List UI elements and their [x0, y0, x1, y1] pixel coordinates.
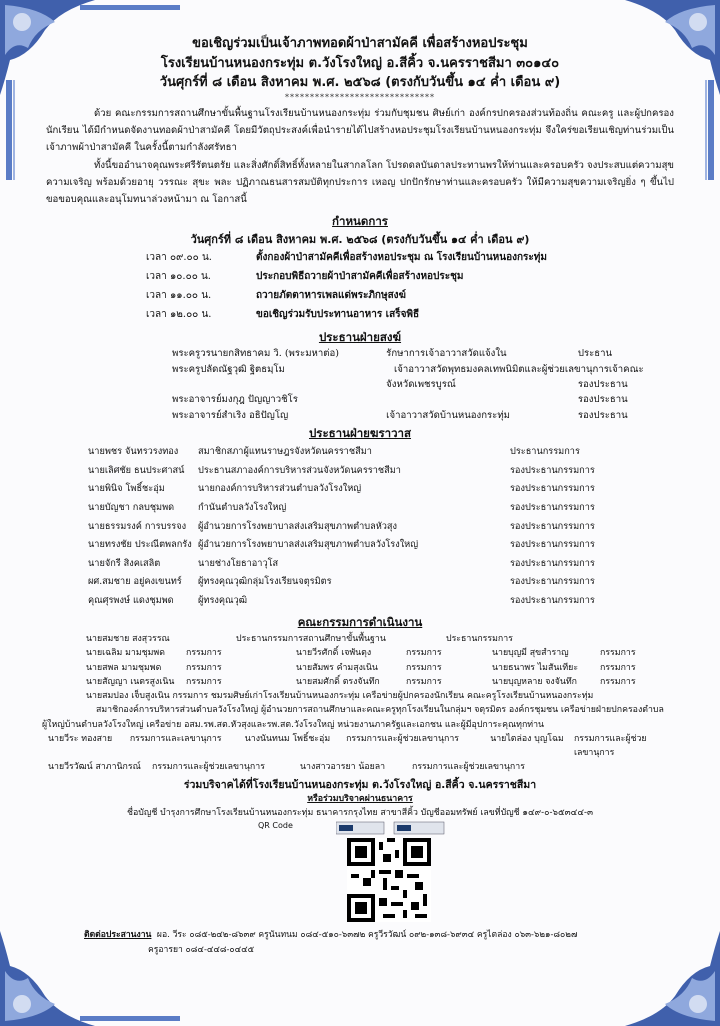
committee-role: กรรมการและผู้ช่วยเลขานุการ — [346, 733, 459, 744]
committee-name: นายเฉลิม มามชุมพด — [86, 648, 165, 659]
civil-name: นายทรงชัย ประณีตพลกรัง — [88, 539, 192, 551]
schedule-desc: ถวายภัตตาหารเพลแด่พระภิกษุสงฆ์ — [256, 290, 406, 302]
committee-name: นายสพล มามชุมพด — [86, 662, 162, 673]
civil-role: รองประธานกรรมการ — [510, 539, 595, 551]
committee-role: กรรมการและผู้ช่วยเลขานุการ — [573, 733, 647, 759]
civil-position: ประธานสภาองค์การบริหารส่วนจังหวัดนครราชสีมา — [198, 464, 401, 476]
monk-position: จังหวัดเพชรบูรณ์ — [386, 379, 456, 391]
schedule-time: เวลา ๑๒.๐๐ น. — [146, 309, 212, 321]
monk-name: พระอาจารย์มงกุฎ ปัญญาวชิโร — [172, 394, 298, 406]
schedule-desc: ประกอบพิธีถวายผ้าป่าสามัคคีเพื่อสร้างหอประชุม — [256, 271, 464, 283]
qr-label: QR Code — [258, 821, 293, 831]
title-line-2: โรงเรียนบ้านหนองกระทุ่ม ต.วังโรงใหญ่ อ.สีคิ้ว จ.นครราชสีมา ๓๐๑๔๐ — [160, 55, 560, 71]
civil-role: รองประธานกรรมการ — [510, 576, 595, 588]
monk-position — [386, 392, 558, 407]
committee-name: นายวีรศักดิ์ เจพันตุง — [296, 648, 372, 659]
committee-name: นายวีระ ทองสาย — [48, 733, 113, 744]
civil-name: นายพินิจ โพธิ์ชะอุ่ม — [88, 483, 165, 495]
donation-account: ชื่อบัญชี บำรุงการศึกษาโรงเรียนบ้านหนองกระทุ่ม ธนาคารกรุงไทย สาขาสีคิ้ว บัญชีออมทรัพย์ เลขที่บัญชี ๑๔๙-๐-๖๕๓๔๔-๓ — [127, 807, 593, 818]
civil-role: ประธานกรรมการ — [510, 446, 580, 458]
civil-row — [88, 517, 684, 536]
civil-position: สมาชิกสภาผู้แทนราษฎรจังหวัดนครราชสีมา — [198, 446, 372, 458]
civil-role: รองประธานกรรมการ — [510, 594, 595, 606]
committee-name: นายสมศักดิ์ ตรงจันทึก — [296, 676, 380, 687]
poster-content — [36, 34, 684, 957]
border-ornament-icon — [80, 1010, 180, 1024]
committee-name: นายบุญมี สุขสำราญ — [492, 648, 569, 659]
monk-row — [172, 408, 684, 423]
committee-role: ประธานกรรมการ — [446, 634, 513, 645]
committee-role: กรรมการ — [406, 648, 442, 659]
monk-position: รักษาการเจ้าอาวาสวัดแจ้งใน — [386, 348, 507, 360]
schedule-time: เวลา ๐๙.๐๐ น. — [146, 252, 212, 264]
committee-chair-row — [86, 632, 684, 646]
monk-role: ประธาน — [577, 348, 613, 360]
committee-role: กรรมการ — [600, 662, 636, 673]
contact-line-1 — [84, 928, 684, 943]
civil-row — [88, 480, 684, 499]
civil-position: นายช่างโยธาอาวุโส — [198, 557, 279, 569]
civil-role: รองประธานกรรมการ — [510, 520, 595, 532]
qr-section — [36, 820, 684, 928]
schedule-row — [146, 268, 684, 287]
civil-name: นายพชร จันทรวรงทอง — [88, 446, 179, 458]
committee-row — [86, 675, 684, 689]
schedule-date: วันศุกร์ที่ ๘ เดือน สิงหาคม พ.ศ. ๒๕๖๘ (ตรงกับวันขึ้น ๑๔ ค่ำ เดือน ๙) — [190, 232, 530, 246]
civil-list — [88, 443, 684, 610]
civil-name: ผศ.สมชาย อยู่คงเขนทร์ — [88, 576, 182, 588]
monk-name: พระอาจารย์สำเริง อธิปัญโญ — [172, 409, 289, 421]
civil-role: รองประธานกรรมการ — [510, 483, 595, 495]
intro-paragraph-2: ทั้งนี้ขออำนาจคุณพระศรีรัตนตรัย และสิ่งศักดิ์สิทธิ์ทั้งหลายในสากลโลก โปรดดลบันดาลประทานพรให้ท่านและครอบครัว จงประสบแต่ความสุขความเจริญ พร้อมด้วยอายุ วรรณะ สุขะ พละ ปฏิภาณธนสารสมบัติทุกประการ เหอญ ปกปักรักษาท่านและครอบครัว ให้มีความสุขความเจริญยิ่ง ๆ ขึ้นไป ขอขอบคุณและอนุโมทนาล่วงหน้ามา ณ โอกาสนี้ — [46, 160, 674, 205]
civil-name: นายบัญชา กลบชุมพด — [88, 501, 175, 513]
committee-extra-2: สมาชิกองค์การบริหารส่วนตำบลวังโรงใหญ่ ผู้อำนวยการสถานศึกษาและคณะครูทุกโรงเรียนในกลุ่มฯ จตุรมิตร องค์กรชุมชน เครือข่ายฝ่ายปกครองตำบล — [96, 705, 664, 716]
committee-role: กรรมการ — [600, 676, 636, 687]
civil-row — [88, 462, 684, 481]
donation-location: ร่วมบริจาคได้ที่โรงเรียนบ้านหนองกระทุ่ม ต.วังโรงใหญ่ อ.สีคิ้ว จ.นครราชสีมา — [183, 778, 537, 791]
committee-role: กรรมการ — [186, 676, 222, 687]
committee-role: กรรมการ — [186, 662, 222, 673]
schedule-row — [146, 249, 684, 268]
civil-name: นายจักรี สิงคเสลิต — [88, 557, 161, 569]
schedule-heading: กำหนดการ — [332, 213, 388, 228]
contact-line-2: ครูอารยา ๐๘๔-๔๔๘-๐๔๔๕ — [148, 944, 255, 955]
invitation-title — [36, 34, 684, 93]
committee-role: กรรมการและเลขานุการ — [129, 733, 222, 744]
committee-role: กรรมการ — [600, 648, 636, 659]
contact-label: ติดต่อประสานงาน — [84, 930, 152, 941]
civil-position: กำนันตำบลวังโรงใหญ่ — [198, 501, 287, 513]
committee-name: นางนันทนม โพธิ์ชะอุ่ม — [244, 733, 331, 744]
schedule-time: เวลา ๑๑.๐๐ น. — [146, 290, 212, 302]
border-ornament-icon — [702, 80, 718, 180]
committee-heading: คณะกรรมการดำเนินงาน — [297, 615, 423, 630]
committee-row — [86, 661, 684, 675]
monk-role: รองประธาน — [577, 394, 628, 406]
border-ornament-icon — [80, 2, 180, 16]
monk-role: รองประธาน — [577, 379, 628, 391]
civil-position: ผู้อำนวยการโรงพยาบาลส่งเสริมสุขภาพตำบลวังโรงใหญ่ — [198, 539, 419, 551]
civil-position: นายกองค์การบริหารส่วนตำบลวังโรงใหญ่ — [198, 483, 362, 495]
title-line-1: ขอเชิญร่วมเป็นเจ้าภาพทอดผ้าป่าสามัคคี เพื่อสร้างหอประชุม — [192, 36, 528, 51]
committee-role: กรรมการ — [406, 676, 442, 687]
committee-name: นายบุญหลาย จงจันทึก — [492, 676, 578, 687]
committee-list — [42, 632, 684, 775]
monk-role: รองประธาน — [577, 409, 628, 421]
monk-name — [172, 377, 386, 392]
monk-row — [172, 362, 684, 377]
committee-extra-1: นายสมปอง เจ็บสูงเนิน กรรมการ ชมรมศิษย์เก่าโรงเรียนบ้านหนองกระทุ่ม เครือข่ายผู้ปกครองนักเรียน คณะครูโรงเรียนบ้านหนองกระทุ่ม — [86, 691, 594, 702]
civil-role: รองประธานกรรมการ — [510, 501, 595, 513]
monks-list — [172, 346, 684, 423]
schedule-time: เวลา ๑๐.๐๐ น. — [146, 271, 211, 283]
civil-row — [88, 499, 684, 518]
schedule-desc: ขอเชิญร่วมรับประทานอาหาร เสร็จพิธี — [256, 309, 420, 321]
committee-role: กรรมการและผู้ช่วยเลขานุการ — [152, 762, 265, 773]
civil-name: นายเลิศชัย ธนประศาสน์ — [88, 464, 185, 476]
committee-name: นางสาวอารยา น้อยลา — [300, 762, 386, 773]
schedule-desc: ตั้งกองผ้าป่าสามัคคีเพื่อสร้างหอประชุม ณ โรงเรียนบ้านหนองกระทุ่ม — [256, 252, 547, 264]
civil-role: รองประธานกรรมการ — [510, 464, 595, 476]
qr-code-icon[interactable] — [347, 838, 431, 922]
committee-name: นายไตล่อง บุญโฉม — [490, 733, 564, 744]
intro-paragraph-1: ด้วย คณะกรรมการสถานศึกษาขั้นพื้นฐานโรงเรียนบ้านหนองกระทุ่ม ร่วมกับชุมชน ศิษย์เก่า องค์กรปกครองส่วนท้องถิ่น คณะครู และผู้ปกครองนักเรียน ได้มีกำหนดจัดงานทอดผ้าป่าสามัคคี โดยมีวัตถุประสงค์เพื่อนำรายได้ไปสร้างหอประชุมโรงเรียนบ้านหนองกระทุ่ม จึงใคร่ขอเรียนเชิญท่านร่วมเป็นเจ้าภาพผ้าป่าสามัคคี ในครั้งนี้ตามกำลังศรัทธา — [46, 108, 674, 153]
border-ornament-icon — [2, 80, 18, 180]
committee-name: นายสมชาย สงสุวรรณ — [86, 634, 170, 645]
committee-secretary-row — [48, 732, 684, 761]
monk-row — [172, 392, 684, 407]
committee-name: นายวีรวัฒน์ สาภานิกรณ์ — [48, 762, 141, 773]
committee-extra-3: ผู้ใหญ่บ้านตำบลวังโรงใหญ่ เครือข่าย อสม.รพ.สต.หัวสุงและรพ.สต.วังโรงใหญ่ หน่วยงานภาครัฐและเอกชน และผู้มีอุปการะคุณทุกท่าน — [42, 719, 545, 730]
committee-name: นายธนาพร ไมสันเทียะ — [492, 662, 579, 673]
schedule-row — [146, 306, 684, 325]
civil-name: คุณศุรพงษ์ แดงชุมพด — [88, 594, 174, 606]
committee-role: กรรมการ — [406, 662, 442, 673]
committee-name: นายสัญญา เนตรสูงเนิน — [86, 676, 175, 687]
civil-row — [88, 443, 684, 462]
title-line-3: วันศุกร์ที่ ๘ เดือน สิงหาคม พ.ศ. ๒๕๖๘ (ตรงกับวันขึ้น ๑๔ ค่ำ เดือน ๙) — [159, 75, 561, 90]
monk-position: เจ้าอาวาสวัดพุทธมงคลเทพนิมิตและผู้ช่วยเลขานุการเจ้าคณะ — [394, 363, 644, 375]
civil-row — [88, 536, 684, 555]
committee-role: กรรมการ — [186, 648, 222, 659]
committee-row — [86, 646, 684, 660]
committee-position: ประธานกรรมการสถานศึกษาขั้นพื้นฐาน — [236, 634, 386, 645]
monks-heading: ประธานฝ่ายสงฆ์ — [318, 329, 402, 344]
monk-position: เจ้าอาวาสวัดบ้านหนองกระทุ่ม — [386, 409, 510, 421]
contact-phones: ผอ. วีระ ๐๘๕-๒๔๒-๘๖๓๙ ครูนันทนม ๐๘๔-๕๑๐-๖๓๗๒ ครูวีรวัฒน์ ๐๙๒-๑๓๘-๖๙๓๔ ครูไตล่อง ๐๖๓-๖๒๑-๘๐๒๗ — [156, 930, 578, 941]
donation-bank-label: หรือร่วมบริจาคผ่านธนาคาร — [307, 793, 413, 804]
monk-name: พระครูวรนายกสิทธาคม วิ. (พระมหาต่อ) — [172, 348, 339, 360]
civil-position: ผู้ทรงคุณวุฒิกลุ่มโรงเรียนจตุรมิตร — [198, 576, 332, 588]
monk-name: พระครูปลัดณัฐวุฒิ ฐิตธมฺโม — [172, 363, 285, 375]
civil-row — [88, 592, 684, 611]
committee-role: กรรมการและผู้ช่วยเลขานุการ — [412, 762, 525, 773]
committee-secretary-row — [48, 760, 684, 774]
bank-logos-icon — [336, 820, 446, 836]
civil-role: รองประธานกรรมการ — [510, 557, 595, 569]
civil-position: ผู้อำนวยการโรงพยาบาลส่งเสริมสุขภาพตำบลหัวสุง — [198, 520, 398, 532]
schedule-list — [146, 249, 684, 325]
contact-section — [84, 928, 684, 957]
schedule-row — [146, 287, 684, 306]
civil-position: ผู้ทรงคุณวุฒิ — [198, 594, 247, 606]
committee-name: นายสัมพร คำมสุงเนิน — [296, 662, 378, 673]
civil-heading: ประธานฝ่ายฆราวาส — [308, 426, 412, 441]
monk-row — [172, 346, 684, 361]
civil-row — [88, 555, 684, 574]
star-divider: ****************************** — [285, 92, 435, 102]
civil-name: นายธรรมรงค์ การบรรจง — [88, 520, 187, 532]
civil-row — [88, 573, 684, 592]
monk-row — [172, 377, 684, 392]
